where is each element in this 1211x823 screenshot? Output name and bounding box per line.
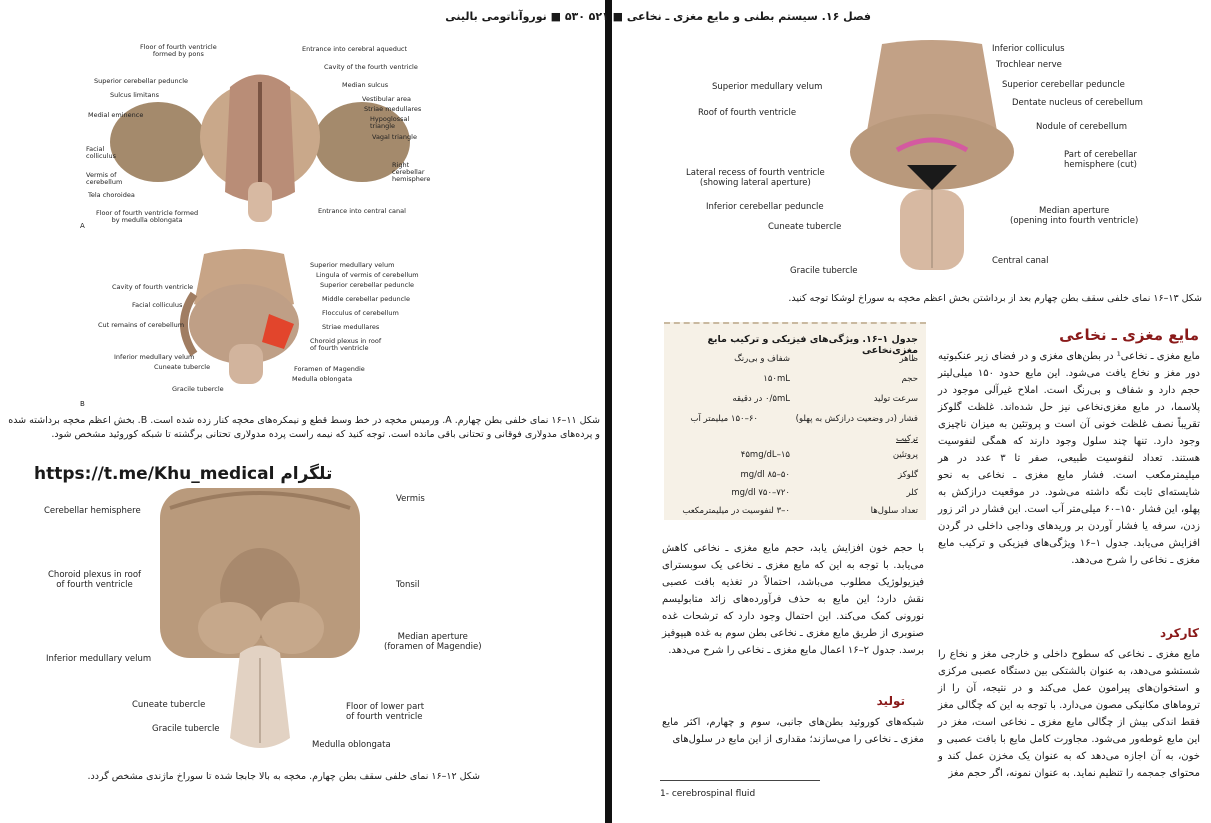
- label-12-gracile: Gracile tubercle: [152, 724, 220, 734]
- csf-table-value: ۷۲۰–۷۵۰ mg/dl: [731, 488, 790, 498]
- label-12-choroid: Choroid plexus in roof of fourth ventricle: [48, 570, 142, 590]
- label-13-gracile: Gracile tubercle: [790, 266, 858, 276]
- csf-table-value: ۱۵–۴۵mg/dL: [740, 450, 790, 460]
- figure-a: [80, 42, 440, 232]
- label-13-inf-colliculus: Inferior colliculus: [992, 44, 1065, 54]
- csf-table-row: [670, 354, 918, 368]
- csf-table-key: ترکیب: [895, 434, 918, 444]
- label-a-vermis: Vermis of cerebellum: [86, 171, 123, 186]
- label-b-cuneate: Cuneate tubercle: [154, 363, 211, 371]
- label-a-median-sulcus: Median sulcus: [342, 81, 389, 89]
- csf-table-key: کلر: [906, 488, 918, 498]
- label-b-facial: Facial colliculus: [132, 301, 183, 309]
- panel-letter-a: A: [80, 222, 85, 230]
- label-13-median-aperture: Median aperture (opening into fourth ventricle): [1010, 206, 1139, 226]
- label-b-sup-velum: Superior medullary velum: [310, 261, 395, 269]
- label-12-median-aperture: Median aperture (foramen of Magendie): [384, 632, 482, 652]
- label-12-tonsil: Tonsil: [396, 580, 420, 590]
- csf-table-value: ۱۵۰mL: [763, 374, 790, 384]
- label-a-floor-medulla: Floor of fourth ventricle formed by medulla oblongata: [96, 209, 199, 224]
- production-paragraph: شبکه‌های کوروئید بطن‌های جانبی، سوم و چهارم، اکثر مایع مغزی ـ نخاعی را می‌سازند؛ مقداری از این مایع در سلول‌های: [662, 717, 924, 745]
- section-title-production: تولید: [876, 694, 905, 708]
- footnote: 1- cerebrospinal fluid: [660, 789, 756, 799]
- label-b-lingula: Lingula of vermis of cerebellum: [316, 271, 419, 279]
- label-a-cavity: Cavity of the fourth ventricle: [324, 63, 418, 71]
- label-a-vagal: Vagal triangle: [372, 133, 417, 141]
- right-page-header: فصل ۱۶. سیستم بطنی و مایع مغزی ـ نخاعی ■ ۵۲۱: [588, 10, 871, 23]
- section-title-function: کارکرد: [1160, 626, 1199, 640]
- label-12-floor: Floor of lower part of fourth ventricle: [346, 702, 425, 722]
- label-13-cuneate: Cuneate tubercle: [768, 222, 842, 232]
- label-a-vestibular: Vestibular area: [362, 95, 411, 103]
- left-page-header: ۵۳۰ ■ نوروآناتومی بالینی: [445, 10, 585, 23]
- csf-table-row: [670, 470, 918, 484]
- label-13-inf-ped: Inferior cerebellar peduncle: [706, 202, 824, 212]
- csf-table-value: ۰/۵mL در دقیقه: [732, 394, 790, 404]
- label-b-flocculus: Flocculus of cerebellum: [322, 309, 399, 317]
- footnote-rule: [660, 780, 820, 781]
- csf-table-value: ۶۰–۱۵۰ میلیمتر آب: [690, 414, 758, 424]
- label-13-nodule: Nodule of cerebellum: [1036, 122, 1127, 132]
- label-a-tela: Tela choroidea: [88, 191, 135, 199]
- label-b-medulla: Medulla oblongata: [292, 375, 353, 383]
- label-a-floor-pons: Floor of fourth ventricle formed by pons: [140, 43, 217, 58]
- csf-table-key: فشار (در وضعیت درازکش به پهلو): [795, 414, 918, 424]
- caption-fig-13: شکل ۱۳–۱۶ نمای خلفی سقف بطن چهارم بعد از برداشتن بخش اعظم مخچه به سوراخ لوشکا توجه کنید.: [788, 293, 1202, 304]
- label-13-sup-ped: Superior cerebellar peduncle: [1002, 80, 1125, 90]
- csf-table: [664, 322, 926, 520]
- label-13-hemisphere-cut: Part of cerebellar hemisphere (cut): [1064, 150, 1137, 170]
- label-12-inf-velum: Inferior medullary velum: [46, 654, 152, 664]
- panel-letter-b: B: [80, 400, 85, 408]
- label-12-cuneate: Cuneate tubercle: [132, 700, 206, 710]
- label-b-mid-ped: Middle cerebellar peduncle: [322, 295, 410, 303]
- csf-table-row: [670, 506, 918, 520]
- label-b-choroid: Choroid plexus in roof of fourth ventricle: [310, 337, 382, 352]
- label-a-central-canal: Entrance into central canal: [318, 207, 406, 215]
- label-a-aqueduct: Entrance into cerebral aqueduct: [302, 45, 408, 53]
- csf-table-row: [670, 434, 918, 448]
- label-a-right-hemisphere: Right cerebellar hemisphere: [392, 161, 431, 183]
- label-a-facial: Facial colliculus: [86, 145, 116, 160]
- label-a-striae: Striae medullares: [364, 105, 422, 113]
- label-13-sup-velum: Superior medullary velum: [712, 82, 823, 92]
- caption-fig-11: شکل ۱۱–۱۶ نمای خلفی بطن چهارم. A. ورمیس مخچه در خط وسط قطع و نیمکره‌های مخچه کنار زده شده است. B. بخش اعظم مخچه برداشته شده و پرده‌های مدولاری فوقانی و تحتانی باقی مانده است. توجه کنید که نیمه راست پرده مدولاری تحتانی برگشته تا شبکه کوروئید مشخص شود.: [8, 415, 600, 440]
- csf-table-value: ۵۰–۸۵ mg/dl: [740, 470, 790, 480]
- csf-paragraph: مایع مغزی ـ نخاعی¹ در بطن‌های مغزی و در فضای زیر عنکبوتیه دور مغز و نخاع یافت می‌شود. این مایع حدود ۱۵۰ میلی‌لیتر حجم دارد و شفاف و بی‌رنگ است. املاح غیرآلی موجود در پلاسما، در مایع مغزی‌نخاعی نیز حل شده‌اند. غلظت گلوکز تقریباً نصف غلظت خونی آن است و پروتئین به میزان ناچیزی وجود دارد. تنها چند سلول وجود دارند که همگی لنفوسیت هستند. تعداد لنفوسیت طبیعی، صفر تا ۳ عدد در هر میلیمترمکعب است. فشار مایع مغزی ـ نخاعی به نحو شایسته‌ای ثابت نگه داشته می‌شود. در موقعیت درازکش به پهلو، این فشار ۱۵۰–۶۰ میلی‌متر آب است. این فشار در اثر زور زدن، سرفه یا فشار آوردن بر وریدهای وداجی داخلی در گردن افزایش می‌یابد. جدول ۱–۱۶ ویژگی‌های فیزیکی و ترکیب مایع مغزی ـ نخاعی را شرح می‌دهد.: [938, 351, 1201, 566]
- csf-table-title: جدول ۱–۱۶. ویژگی‌های فیزیکی و ترکیب مایع مغزی‌نخاعی: [707, 334, 918, 356]
- book-spine: [605, 0, 612, 823]
- label-b-cavity: Cavity of fourth ventricle: [112, 283, 194, 291]
- label-12-hemisphere: Cerebellar hemisphere: [44, 506, 141, 516]
- csf-table-key: تعداد سلول‌ها: [870, 506, 918, 516]
- label-a-sup-ped: Superior cerebellar peduncle: [94, 77, 188, 85]
- label-b-gracile: Gracile tubercle: [172, 385, 224, 393]
- csf-table-row: [670, 450, 918, 464]
- label-13-lateral-recess: Lateral recess of fourth ventricle (showing lateral aperture): [686, 168, 825, 188]
- left-page: [0, 0, 605, 823]
- right-page: [588, 0, 1211, 823]
- function-paragraph: مایع مغزی ـ نخاعی که سطوح داخلی و خارجی مغز و نخاع را شستشو می‌دهد، به عنوان بالشتکی بین دستگاه عصبی مرکزی و استخوان‌های پیرامون عمل می‌کند و در نتیجه، آن را از تروماهای مکانیکی مصون می‌دارد. با توجه به این که چگالی مغز فقط اندکی بیش از چگالی مایع مغزی ـ نخاعی است، مغز در این مایع غوطه‌ور می‌شود. مجاورت کامل مایع با بافت عصبی و خون، به آن اجازه می‌دهد که به عنوان یک مخزن عمل کند و محتوای جمجمه را تنظیم نماید. به عنوان نمونه، اگر حجم مغز: [938, 649, 1200, 779]
- csf-table-value: شفاف و بی‌رنگ: [734, 354, 790, 364]
- figure-12: [40, 488, 480, 758]
- mid-paragraph: با حجم خون افزایش یابد، حجم مایع مغزی ـ نخاعی کاهش می‌یابد. با توجه به این که مایع مغزی ـ نخاعی یک سوبسترای فیزیولوژیک مطلوب می‌باشد، احتمالاً در تغذیه بافت عصبی نقش دارد؛ این مایع به حذف فرآورده‌های زائد متابولیسم نورونی کمک می‌کند. این احتمال وجود دارد که ترشحات غده صنوبری از طریق مایع مغزی ـ نخاعی بطن سوم به غده هیپوفیز برسد. جدول ۲–۱۶ اعمال مایع مغزی ـ نخاعی را شرح می‌دهد.: [662, 543, 924, 656]
- csf-table-value: ۰–۳ لنفوسیت در میلیمترمکعب: [682, 506, 790, 516]
- label-13-roof: Roof of fourth ventricle: [698, 108, 797, 118]
- csf-table-key: حجم: [901, 374, 918, 384]
- label-b-striae: Striae medullares: [322, 323, 380, 331]
- section-title-csf: مایع مغزی ـ نخاعی: [1059, 326, 1199, 344]
- label-a-hypoglossal: Hypoglossal triangle: [370, 115, 410, 130]
- label-b-sup-ped: Superior cerebellar peduncle: [320, 281, 414, 289]
- csf-table-key: پروتئین: [892, 450, 918, 460]
- label-13-trochlear: Trochlear nerve: [996, 60, 1062, 70]
- csf-table-row: [670, 414, 918, 428]
- label-b-magendie: Foramen of Magendie: [294, 365, 365, 373]
- csf-table-row: [670, 394, 918, 408]
- caption-fig-12: شکل ۱۲–۱۶ نمای خلفی سقف بطن چهارم. مخچه به بالا جابجا شده تا سوراخ ماژندی مشخص گردد.: [87, 771, 480, 782]
- csf-table-row: [670, 488, 918, 502]
- figure-13: [682, 40, 1152, 280]
- telegram-link[interactable]: https://t.me/Khu_medical تلگرام: [34, 464, 333, 484]
- label-a-sulcus: Sulcus limitans: [110, 91, 159, 99]
- csf-table-key: سرعت تولید: [873, 394, 918, 404]
- label-a-medial-em: Medial eminence: [88, 111, 144, 119]
- label-12-medulla: Medulla oblongata: [312, 740, 391, 750]
- label-13-dentate: Dentate nucleus of cerebellum: [1012, 98, 1143, 108]
- label-b-inf-velum: Inferior medullary velum: [114, 353, 195, 361]
- csf-table-row: [670, 374, 918, 388]
- label-12-vermis: Vermis: [396, 494, 425, 504]
- figure-b: [84, 244, 419, 394]
- label-13-central-canal: Central canal: [992, 256, 1049, 266]
- label-b-cut: Cut remains of cerebellum: [98, 321, 185, 329]
- csf-table-key: ظاهر: [899, 354, 918, 364]
- csf-table-key: گلوکز: [898, 470, 918, 480]
